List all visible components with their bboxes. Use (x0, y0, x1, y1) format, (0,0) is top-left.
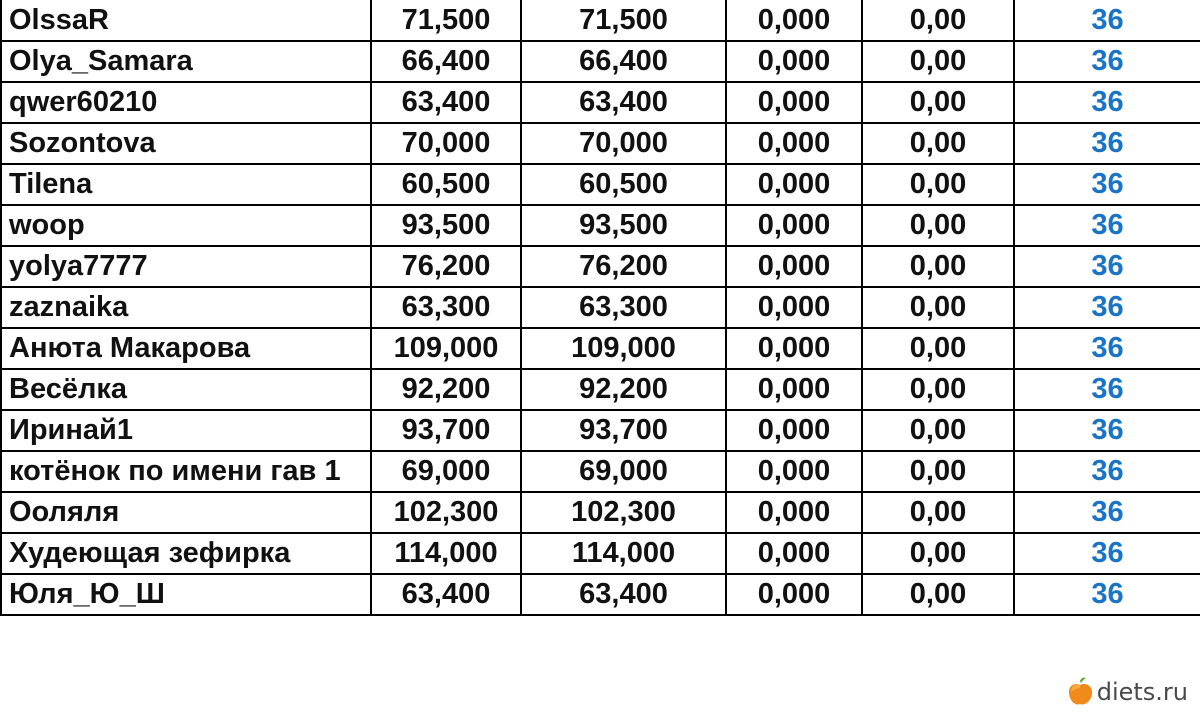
week-number-cell: 36 (1014, 328, 1200, 369)
percent-cell: 0,00 (862, 287, 1014, 328)
user-name-cell: Olya_Samara (1, 41, 371, 82)
user-name-cell: Ооляля (1, 492, 371, 533)
start-weight-cell: 69,000 (371, 451, 521, 492)
start-weight-cell: 71,500 (371, 0, 521, 41)
percent-cell: 0,00 (862, 574, 1014, 615)
start-weight-cell: 70,000 (371, 123, 521, 164)
current-weight-cell: 63,300 (521, 287, 726, 328)
week-number-cell: 36 (1014, 574, 1200, 615)
user-name-cell: OlssaR (1, 0, 371, 41)
difference-cell: 0,000 (726, 164, 862, 205)
difference-cell: 0,000 (726, 82, 862, 123)
difference-cell: 0,000 (726, 328, 862, 369)
week-number-cell: 36 (1014, 492, 1200, 533)
current-weight-cell: 93,500 (521, 205, 726, 246)
table-row (1, 0, 1200, 41)
percent-cell: 0,00 (862, 0, 1014, 41)
start-weight-cell: 63,400 (371, 82, 521, 123)
difference-cell: 0,000 (726, 451, 862, 492)
difference-cell: 0,000 (726, 369, 862, 410)
current-weight-cell: 66,400 (521, 41, 726, 82)
difference-cell: 0,000 (726, 123, 862, 164)
table-row (1, 123, 1200, 164)
start-weight-cell: 76,200 (371, 246, 521, 287)
watermark-text: diets.ru (1096, 678, 1188, 706)
current-weight-cell: 63,400 (521, 82, 726, 123)
week-number-cell: 36 (1014, 164, 1200, 205)
current-weight-cell: 69,000 (521, 451, 726, 492)
difference-cell: 0,000 (726, 0, 862, 41)
table-row (1, 328, 1200, 369)
current-weight-cell: 92,200 (521, 369, 726, 410)
difference-cell: 0,000 (726, 533, 862, 574)
user-name-cell: qwer60210 (1, 82, 371, 123)
table-row (1, 369, 1200, 410)
percent-cell: 0,00 (862, 246, 1014, 287)
apple-icon (1067, 677, 1093, 707)
current-weight-cell: 76,200 (521, 246, 726, 287)
current-weight-cell: 114,000 (521, 533, 726, 574)
user-name-cell: котёнок по имени гав 1 (1, 451, 371, 492)
week-number-cell: 36 (1014, 205, 1200, 246)
watermark (1067, 677, 1188, 707)
current-weight-cell: 102,300 (521, 492, 726, 533)
week-number-cell: 36 (1014, 410, 1200, 451)
start-weight-cell: 114,000 (371, 533, 521, 574)
table-row (1, 41, 1200, 82)
table-row (1, 451, 1200, 492)
start-weight-cell: 63,300 (371, 287, 521, 328)
percent-cell: 0,00 (862, 82, 1014, 123)
start-weight-cell: 66,400 (371, 41, 521, 82)
start-weight-cell: 63,400 (371, 574, 521, 615)
percent-cell: 0,00 (862, 369, 1014, 410)
percent-cell: 0,00 (862, 205, 1014, 246)
difference-cell: 0,000 (726, 410, 862, 451)
difference-cell: 0,000 (726, 246, 862, 287)
user-name-cell: Весёлка (1, 369, 371, 410)
difference-cell: 0,000 (726, 492, 862, 533)
current-weight-cell: 60,500 (521, 164, 726, 205)
current-weight-cell: 63,400 (521, 574, 726, 615)
start-weight-cell: 92,200 (371, 369, 521, 410)
week-number-cell: 36 (1014, 287, 1200, 328)
week-number-cell: 36 (1014, 533, 1200, 574)
percent-cell: 0,00 (862, 164, 1014, 205)
week-number-cell: 36 (1014, 41, 1200, 82)
user-name-cell: Анюта Макарова (1, 328, 371, 369)
percent-cell: 0,00 (862, 41, 1014, 82)
table-row (1, 574, 1200, 615)
current-weight-cell: 93,700 (521, 410, 726, 451)
week-number-cell: 36 (1014, 82, 1200, 123)
start-weight-cell: 60,500 (371, 164, 521, 205)
current-weight-cell: 70,000 (521, 123, 726, 164)
user-name-cell: yolya7777 (1, 246, 371, 287)
table-row (1, 492, 1200, 533)
week-number-cell: 36 (1014, 369, 1200, 410)
table-row (1, 164, 1200, 205)
user-name-cell: Иринай1 (1, 410, 371, 451)
percent-cell: 0,00 (862, 328, 1014, 369)
user-name-cell: Tilena (1, 164, 371, 205)
start-weight-cell: 93,500 (371, 205, 521, 246)
percent-cell: 0,00 (862, 123, 1014, 164)
table-body (1, 0, 1200, 615)
user-name-cell: woop (1, 205, 371, 246)
table-row (1, 533, 1200, 574)
start-weight-cell: 102,300 (371, 492, 521, 533)
week-number-cell: 36 (1014, 451, 1200, 492)
table-row (1, 82, 1200, 123)
table-row (1, 246, 1200, 287)
user-name-cell: Юля_Ю_Ш (1, 574, 371, 615)
start-weight-cell: 109,000 (371, 328, 521, 369)
current-weight-cell: 109,000 (521, 328, 726, 369)
week-number-cell: 36 (1014, 246, 1200, 287)
difference-cell: 0,000 (726, 41, 862, 82)
week-number-cell: 36 (1014, 0, 1200, 41)
difference-cell: 0,000 (726, 205, 862, 246)
start-weight-cell: 93,700 (371, 410, 521, 451)
percent-cell: 0,00 (862, 533, 1014, 574)
table-row (1, 287, 1200, 328)
percent-cell: 0,00 (862, 492, 1014, 533)
table-row (1, 205, 1200, 246)
table-row (1, 410, 1200, 451)
difference-cell: 0,000 (726, 574, 862, 615)
user-name-cell: zaznaika (1, 287, 371, 328)
user-name-cell: Sozontova (1, 123, 371, 164)
percent-cell: 0,00 (862, 410, 1014, 451)
difference-cell: 0,000 (726, 287, 862, 328)
week-number-cell: 36 (1014, 123, 1200, 164)
current-weight-cell: 71,500 (521, 0, 726, 41)
user-name-cell: Худеющая зефирка (1, 533, 371, 574)
percent-cell: 0,00 (862, 451, 1014, 492)
